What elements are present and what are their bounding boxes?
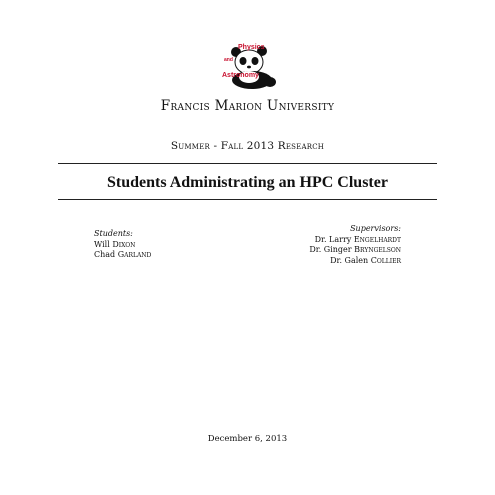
supervisor-name bbox=[309, 235, 401, 246]
supervisor-name bbox=[309, 256, 401, 267]
document-date: December 6, 2013 bbox=[207, 434, 288, 444]
student-name bbox=[94, 250, 151, 261]
student-name bbox=[94, 240, 151, 251]
student-last-name: Garland bbox=[117, 250, 152, 259]
supervisors-block bbox=[309, 224, 401, 266]
document-title: Students Administrating an HPC Cluster bbox=[107, 174, 388, 191]
student-first-name: Chad bbox=[94, 250, 116, 259]
logo-text-top: Physics bbox=[238, 44, 265, 51]
university-name: Francis Marion University bbox=[160, 98, 335, 114]
supervisor-last-name: Collier bbox=[370, 255, 401, 265]
research-term: Summer - Fall 2013 Research bbox=[170, 140, 325, 152]
title-rule-top bbox=[58, 163, 437, 164]
students-block bbox=[94, 229, 151, 261]
department-logo bbox=[218, 42, 282, 90]
title-rule-bottom bbox=[58, 199, 437, 200]
logo-text-mid: and bbox=[224, 57, 233, 63]
supervisor-first-name: Dr. Larry bbox=[314, 234, 352, 244]
supervisor-last-name: Bryngelson bbox=[354, 245, 401, 254]
students-heading: Students: bbox=[94, 229, 133, 238]
supervisor-first-name: Dr. Ginger bbox=[309, 245, 352, 254]
supervisor-name bbox=[309, 245, 401, 256]
supervisors-heading: Supervisors: bbox=[350, 224, 401, 233]
logo-text-bottom: Astronomy bbox=[222, 72, 259, 79]
student-last-name: Dixon bbox=[112, 239, 136, 249]
supervisor-first-name: Dr. Galen bbox=[330, 255, 369, 265]
supervisor-last-name: Engelhardt bbox=[353, 234, 401, 244]
student-first-name: Will bbox=[94, 239, 110, 249]
